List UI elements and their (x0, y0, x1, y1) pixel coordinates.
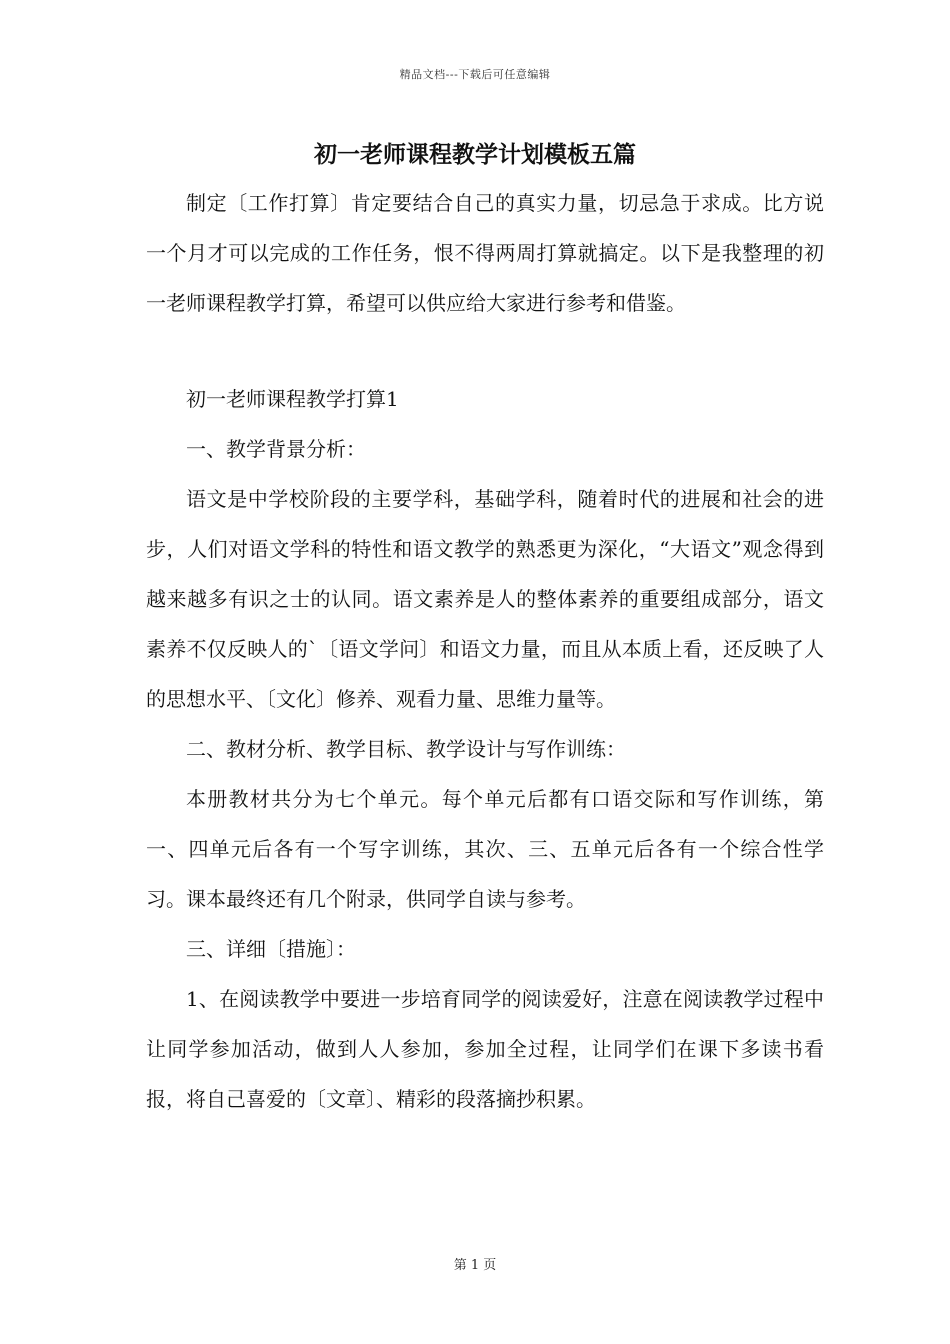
page-number: 第 1 页 (453, 1258, 497, 1273)
header-note: 精品文档---下载后可任意编辑 (399, 68, 551, 81)
heading-background-analysis: 一、教学背景分析： (186, 437, 366, 461)
document-title: 初一老师课程教学计划模板五篇 (314, 141, 636, 168)
section-title: 初一老师课程教学打算1 (186, 387, 399, 411)
heading-measures: 三、详细〔措施〕： (186, 937, 356, 961)
document-body (146, 178, 824, 1124)
paragraph-measure-1: 1、在阅读教学中要进一步培育同学的阅读爱好，注意在阅读教学过程中让同学参加活动，做到人人参加，参加全过程，让同学们在课下多读书看报，将自己喜爱的〔文章〕、精彩的段落摘抄积累。 (146, 987, 824, 1111)
heading-textbook-analysis: 二、教材分析、教学目标、教学设计与写作训练： (186, 737, 626, 761)
intro-paragraph: 制定〔工作打算〕肯定要结合自己的真实力量，切忌急于求成。比方说一个月才可以完成的工作任务，恨不得两周打算就搞定。以下是我整理的初一老师课程教学打算，希望可以供应给大家进行参考和借鉴。 (146, 191, 824, 315)
paragraph-spacer (146, 328, 824, 374)
paragraph-textbook: 本册教材共分为七个单元。每个单元后都有口语交际和写作训练，第一、四单元后各有一个写字训练，其次、三、五单元后各有一个综合性学习。课本最终还有几个附录，供同学自读与参考。 (146, 787, 824, 911)
paragraph-background: 语文是中学校阶段的主要学科，基础学科，随着时代的进展和社会的进步，人们对语文学科的特性和语文教学的熟悉更为深化，“大语文”观念得到越来越多有识之士的认同。语文素养是人的整体素养的重要组成部分，语文素养不仅反映人的`〔语文学问〕和语文力量，而且从本质上看，还反映了人的思想水平、〔文化〕修养、观看力量、思维力量等。 (146, 487, 824, 711)
